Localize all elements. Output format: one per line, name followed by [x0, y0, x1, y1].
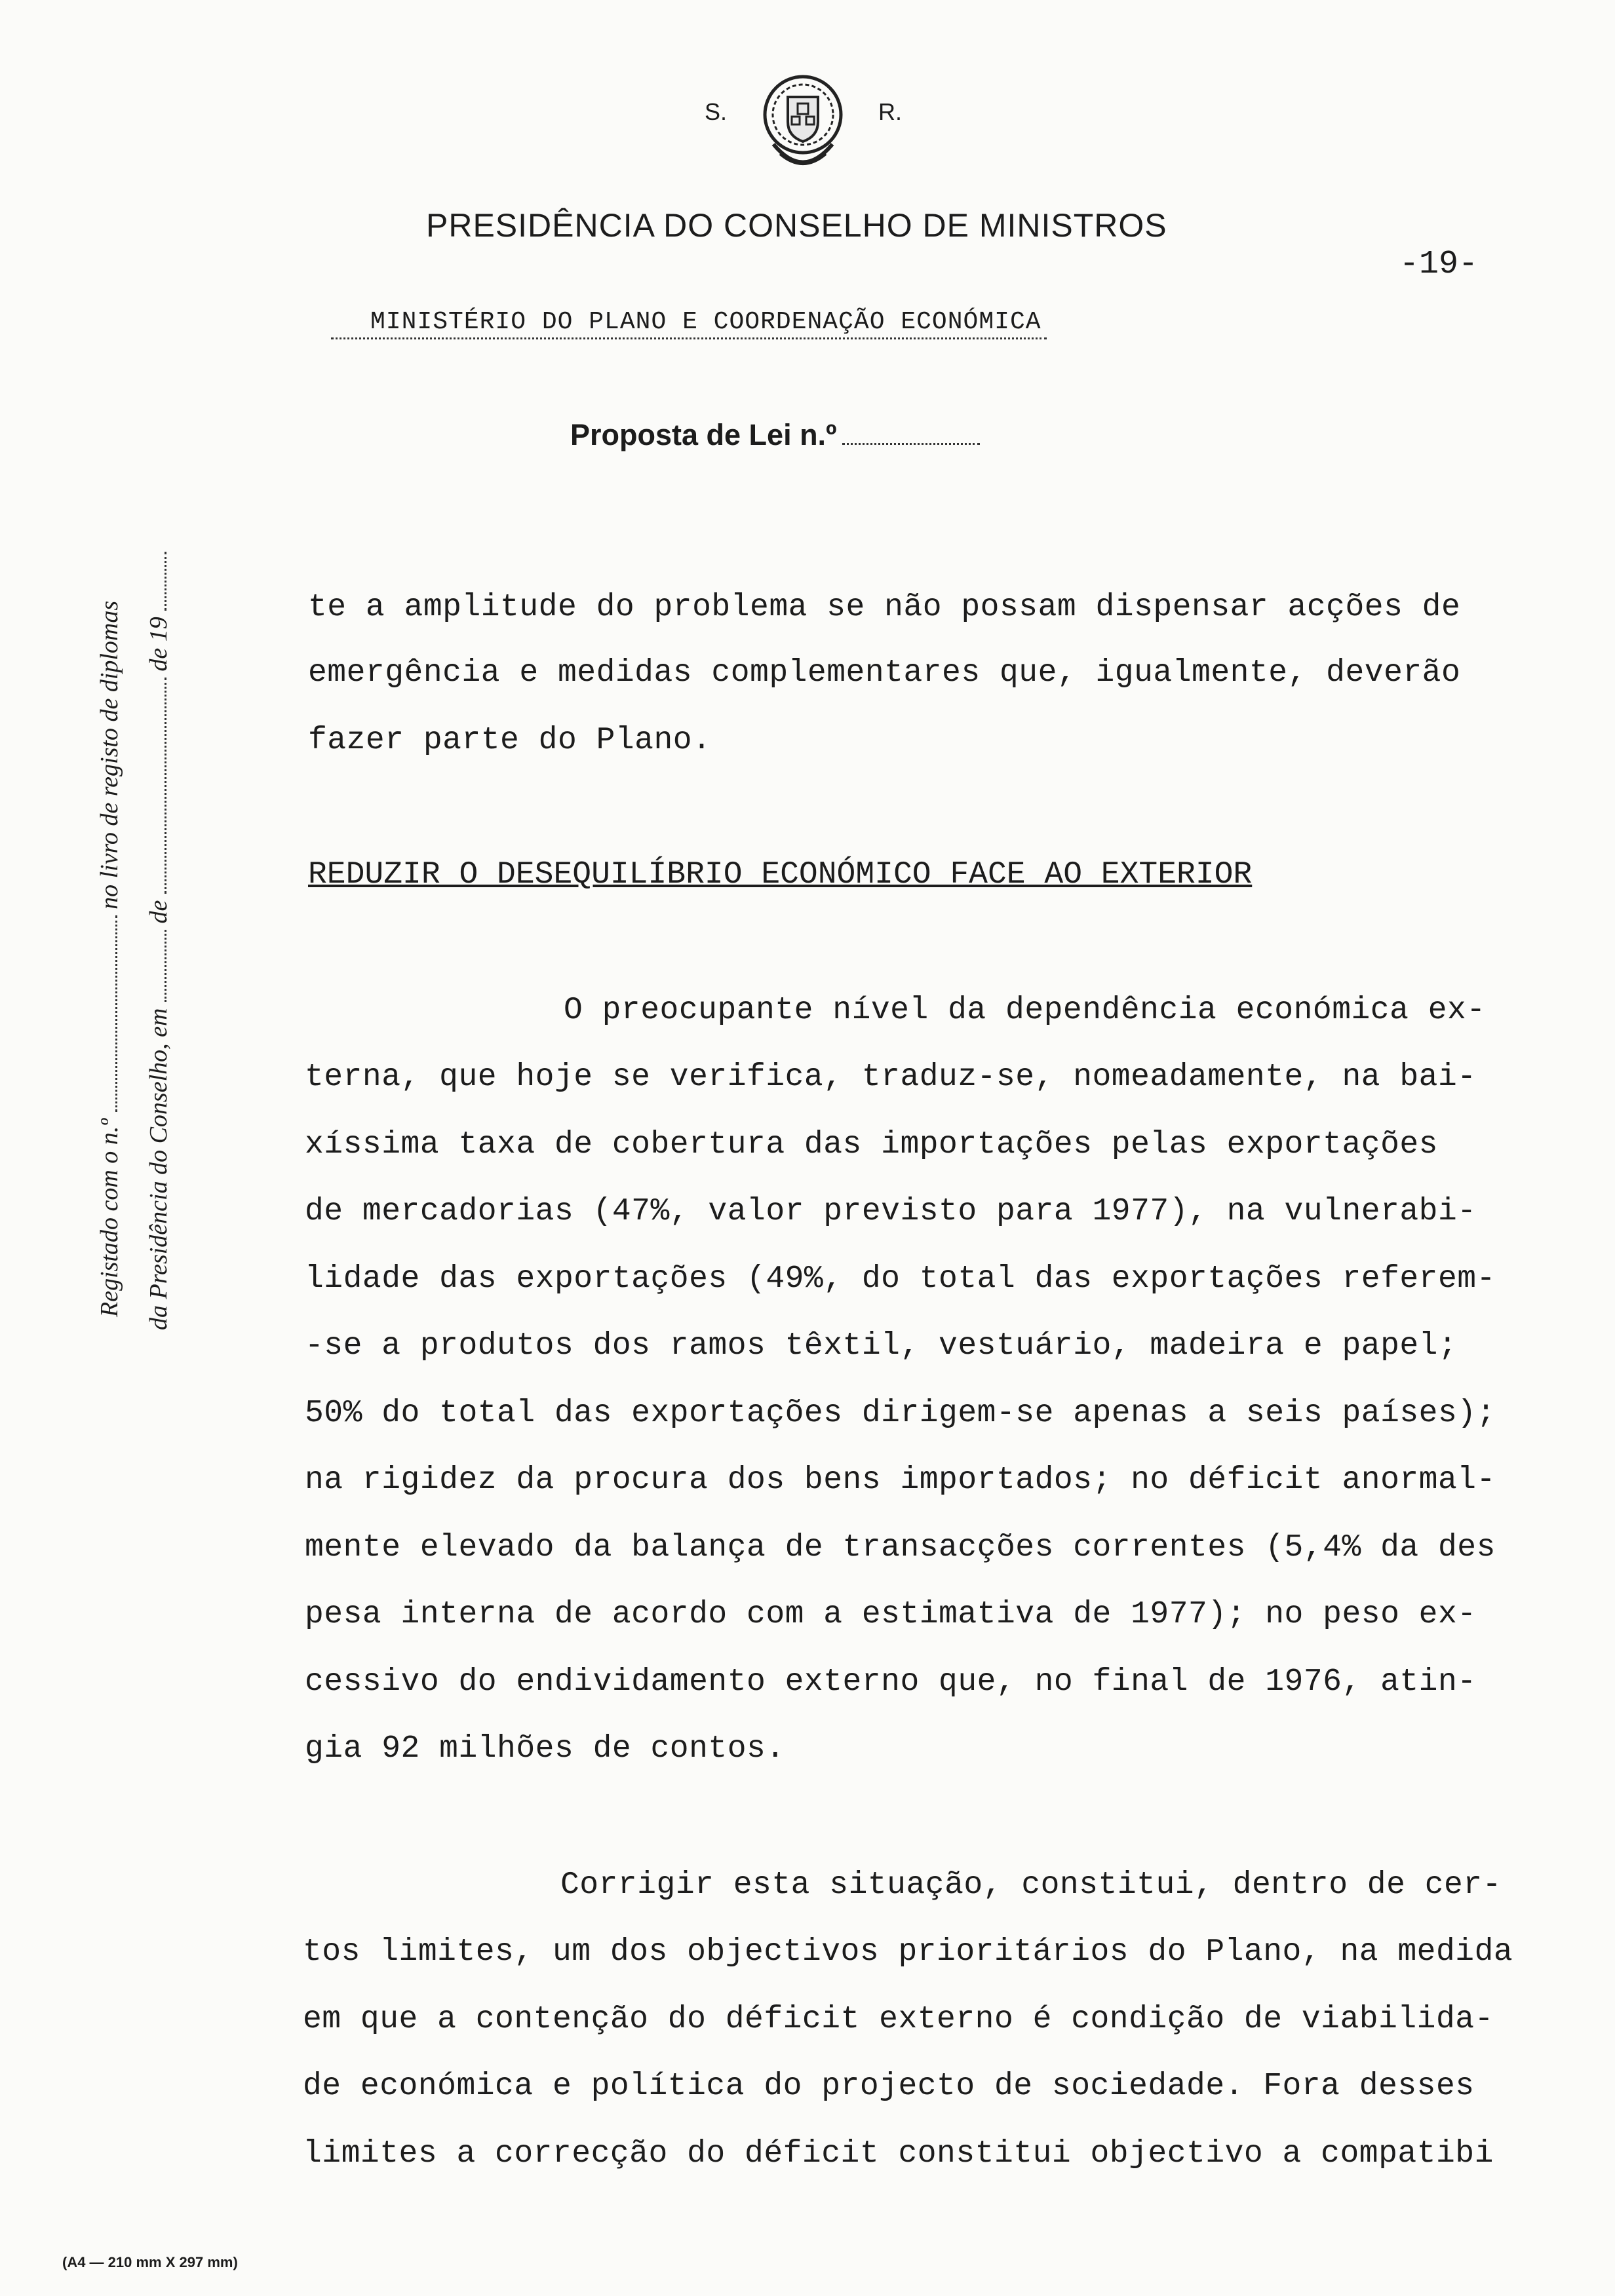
- intro-line: emergência e medidas complementares que, igualmente, deverão: [308, 655, 1461, 691]
- paragraph-line: terna, que hoje se verifica, traduz-se, nomeadamente, na bai-: [305, 1060, 1477, 1095]
- margin-presidencia-note: [144, 552, 173, 1330]
- header-r-letter: R.: [878, 98, 902, 125]
- proposta-line: [570, 418, 980, 452]
- margin-year-field: [151, 552, 166, 611]
- paper-size-note: (A4 — 210 mm X 297 mm): [62, 2254, 238, 2270]
- paragraph-line: pesa interna de acordo com a estimativa de 1977); no peso ex-: [305, 1597, 1477, 1632]
- paragraph-line: na rigidez da procura dos bens importados; no déficit anormal-: [305, 1463, 1496, 1498]
- presidencia-title: PRESIDÊNCIA DO CONSELHO DE MINISTROS: [426, 207, 1167, 244]
- paragraph-line: 50% do total das exportações dirigem-se apenas a seis países);: [305, 1396, 1496, 1431]
- margin-livro: no livro de registo de diplomas: [96, 600, 123, 909]
- paragraph-line: O preocupante nível da dependência económica ex-: [564, 993, 1486, 1028]
- header-s-letter: S.: [705, 98, 728, 125]
- proposta-number-field: [842, 425, 980, 445]
- paragraph-line: cessivo do endividamento externo que, no final de 1976, atin-: [305, 1664, 1477, 1700]
- paragraph-line: em que a contenção do déficit externo é condição de viabilida-: [303, 2002, 1494, 2037]
- paragraph-line: mente elevado da balança de transacções correntes (5,4% da des: [305, 1530, 1496, 1565]
- ministerio-title: MINISTÉRIO DO PLANO E COORDENAÇÃO ECONÓMICA: [331, 308, 1047, 339]
- paragraph-line: de mercadorias (47%, valor previsto para 1977), na vulnerabi-: [305, 1194, 1477, 1229]
- coat-of-arms-icon: [754, 66, 852, 183]
- paragraph-line: de económica e política do projecto de sociedade. Fora desses: [303, 2069, 1475, 2104]
- margin-date-field: [151, 930, 166, 1002]
- section-heading: REDUZIR O DESEQUILÍBRIO ECONÓMICO FACE AO EXTERIOR: [308, 857, 1253, 892]
- margin-de: de: [145, 900, 172, 924]
- page-number: -19-: [1399, 246, 1479, 283]
- margin-registado: Registado com o n.º: [96, 1118, 123, 1317]
- paragraph-line: tos limites, um dos objectivos prioritários do Plano, na medida: [303, 1934, 1513, 1970]
- intro-line: te a amplitude do problema se não possam dispensar acções de: [308, 590, 1461, 625]
- intro-line: fazer parte do Plano.: [308, 723, 712, 758]
- paragraph-line: -se a produtos dos ramos têxtil, vestuário, madeira e papel;: [305, 1328, 1458, 1364]
- proposta-label: Proposta de Lei n.º: [570, 418, 837, 451]
- paragraph-line: gia 92 milhões de contos.: [305, 1731, 785, 1767]
- paragraph-line: xíssima taxa de cobertura das importações pelas exportações: [305, 1127, 1438, 1162]
- margin-registo-field: [102, 915, 117, 1112]
- paragraph-line: limites a correcção do déficit constitui objectivo a compatibi: [303, 2136, 1494, 2172]
- margin-ano: de 19: [145, 617, 172, 672]
- margin-month-field: [151, 678, 166, 894]
- margin-presidencia: da Presidência do Conselho, em: [145, 1008, 172, 1330]
- margin-registry-note: [95, 601, 124, 1317]
- paragraph-line: Corrigir esta situação, constitui, dentro de cer-: [560, 1867, 1502, 1903]
- paragraph-line: lidade das exportações (49%, do total das exportações referem-: [305, 1261, 1496, 1297]
